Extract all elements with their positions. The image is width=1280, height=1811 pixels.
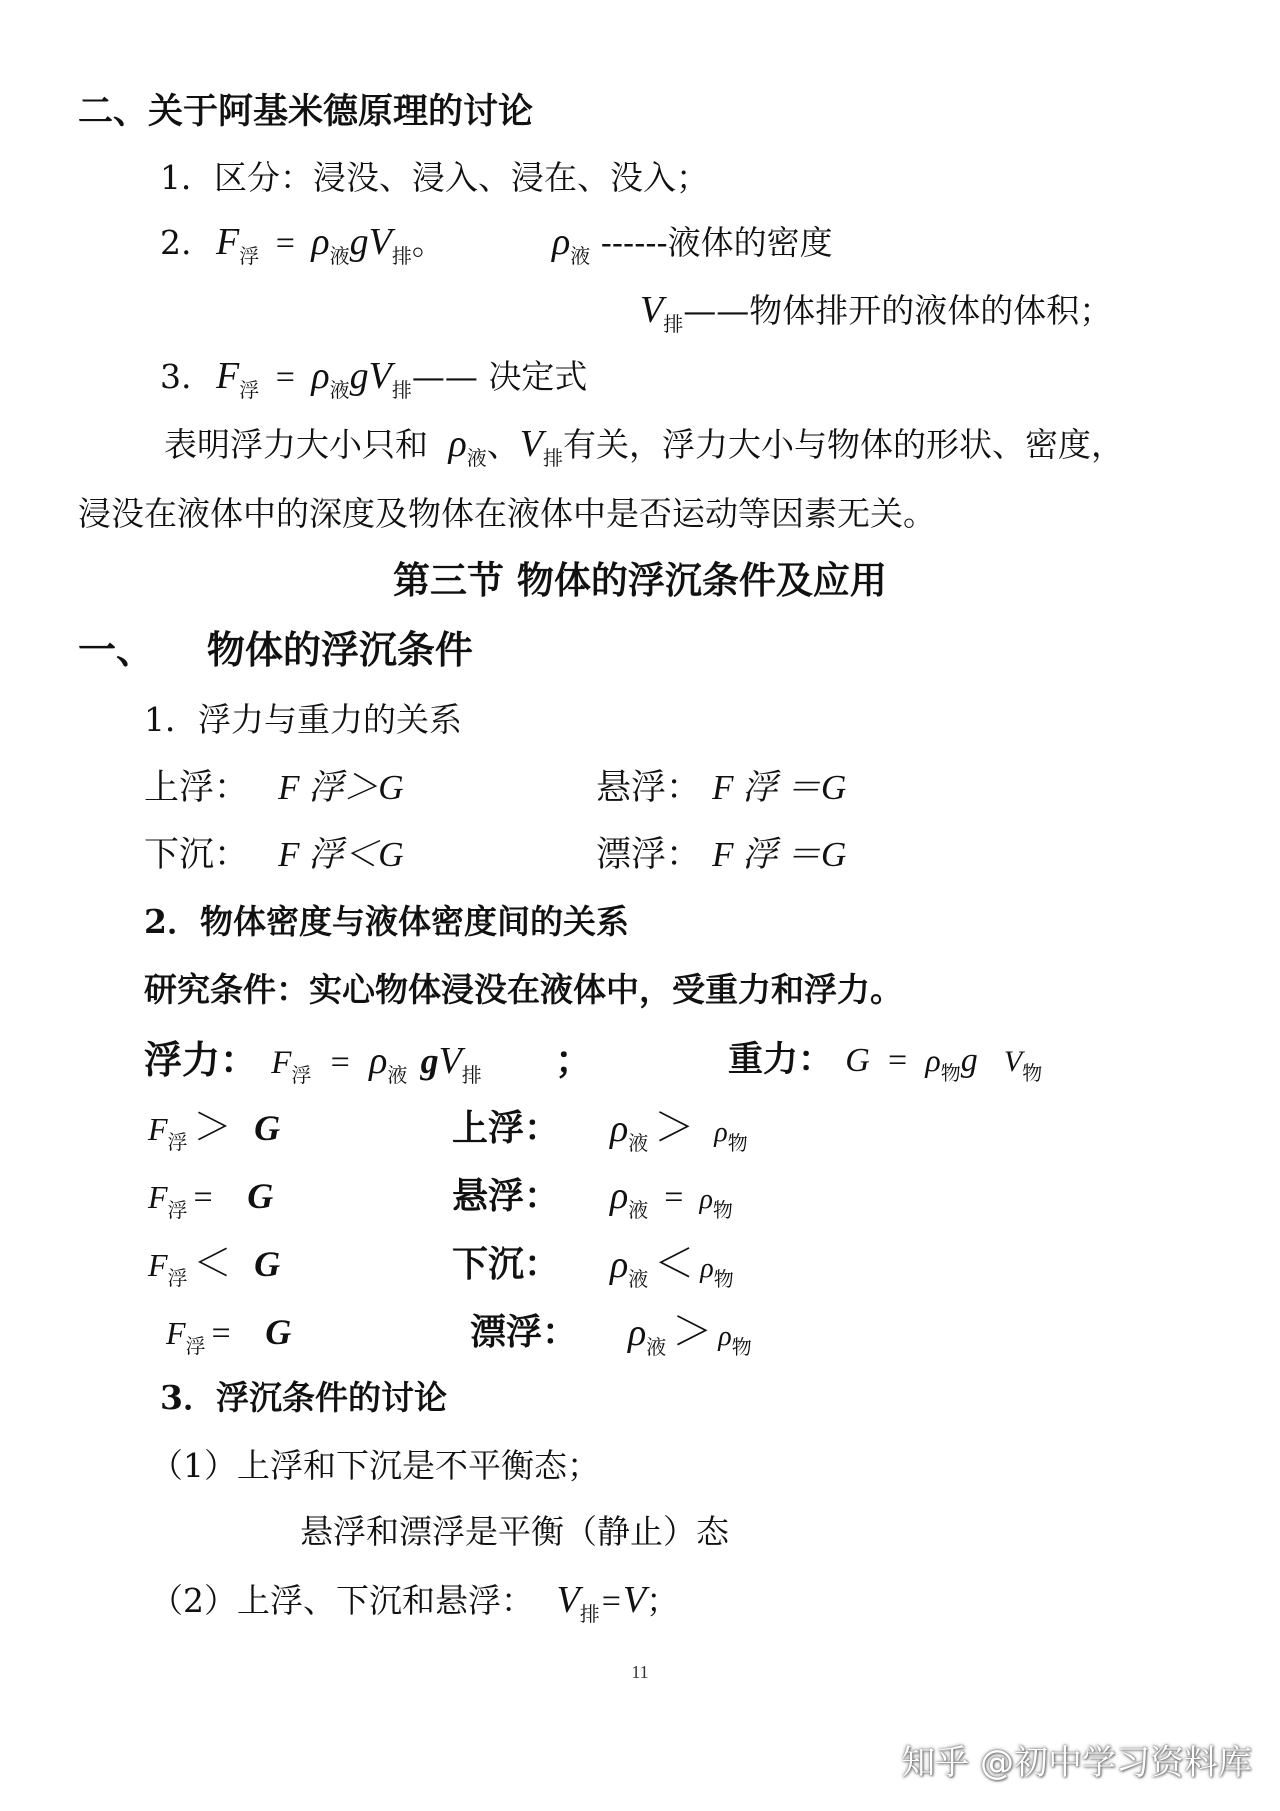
research-condition: 研究条件：实心物体浸没在液体中，受重力和浮力。 (144, 970, 903, 1009)
page-number: 11 (631, 1662, 649, 1682)
condition-label: 上浮： (452, 1107, 561, 1149)
relation-sink: 下沉： F 浮＜G (144, 835, 404, 875)
condition-row: $F_浮 = G$ (166, 1312, 292, 1358)
condition-relation: $\rho_液 < \rho_物$ (610, 1241, 734, 1291)
condition-relation: $\rho_液 > \rho_物$ (610, 1105, 748, 1155)
condition-label: 下沉： (452, 1243, 561, 1285)
gravity-formula: 重力： $G = \rho_物g$ $V_物$ (728, 1039, 1043, 1085)
discussion-item: 悬浮和漂浮是平衡（静止）态 (300, 1512, 729, 1551)
discussion-item: （1）上浮和下沉是不平衡态； (150, 1446, 600, 1485)
relation-suspend: 悬浮： F 浮 ＝G (596, 768, 847, 808)
sub-heading: 2．物体密度与液体密度间的关系 (144, 902, 629, 941)
condition-row: $F_浮 = G$ (148, 1176, 274, 1222)
v-definition: $V_排——$物体排开的液体的体积； (640, 289, 1113, 336)
condition-relation: $\rho_液 = \rho_物$ (610, 1175, 733, 1222)
relation-float: 漂浮： F 浮 ＝G (596, 835, 847, 875)
section-title: 第三节 物体的浮沉条件及应用 (393, 558, 887, 602)
sub-heading: 3．浮沉条件的讨论 (160, 1378, 447, 1417)
formula-line: 2. $F_浮 = \rho_液gV_排$。 (160, 221, 445, 268)
watermark: 知乎 @初中学习资料库 (901, 1743, 1252, 1783)
discussion-item: （2）上浮、下沉和悬浮： $V_排=V$； (150, 1579, 680, 1626)
part-heading: 一、 物体的浮沉条件 (78, 627, 473, 672)
condition-label: 漂浮： (470, 1311, 579, 1353)
paragraph: 浸没在液体中的深度及物体在液体中是否运动等因素无关。 (78, 494, 936, 533)
list-item: 1．区分：浸没、浸入、浸在、没入； (160, 158, 709, 197)
section-heading: 二、关于阿基米德原理的讨论 (78, 91, 534, 132)
sub-heading: 1．浮力与重力的关系 (144, 700, 462, 739)
formula-line: 3. $F_浮$ = $\rho_液gV_排——$ 决定式 (160, 355, 588, 402)
condition-relation: $\rho_液 > \rho_物$ (628, 1309, 752, 1359)
condition-row: $F_浮 > G$ (148, 1107, 281, 1154)
rho-definition: $\rho_液$ ------液体的密度 (552, 221, 833, 268)
buoyancy-formula: 浮力： $F_浮 = \rho_液$ $gV_排$ ； (144, 1037, 594, 1087)
relation-rise: 上浮： F 浮＞G (144, 768, 404, 808)
condition-label: 悬浮： (452, 1175, 561, 1217)
paragraph: 表明浮力大小只和 $\rho_液$、$V_排$有关，浮力大小与物体的形状、密度， (164, 423, 1124, 470)
condition-row: $F_浮 < G$ (148, 1243, 281, 1290)
